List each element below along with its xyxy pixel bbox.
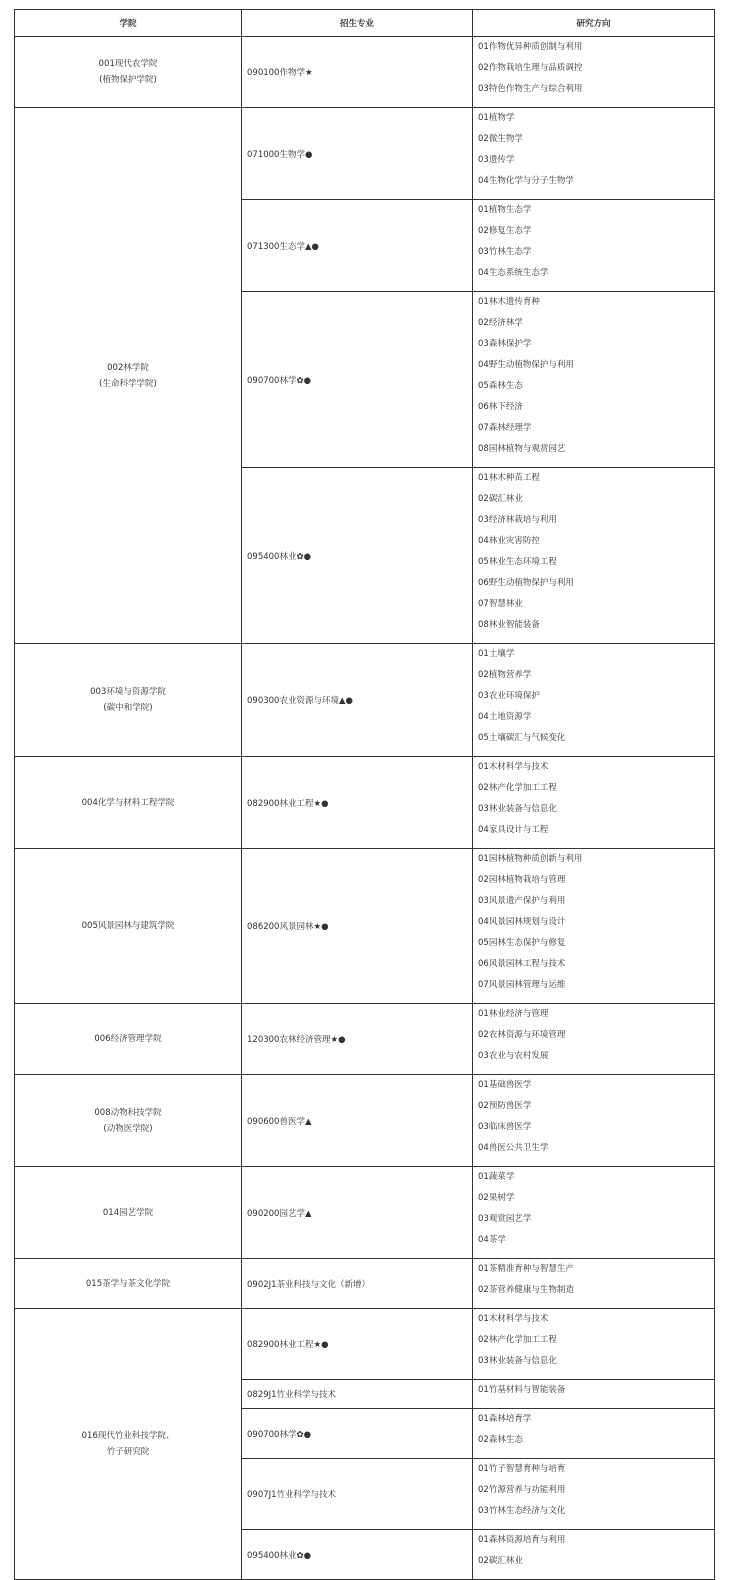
- college-name: 015茶学与茶文化学院: [85, 1278, 171, 1289]
- direction-item: 04生态系统生态学: [478, 268, 549, 278]
- major-name: 095400林业✿●: [247, 1550, 311, 1561]
- college-name: 014园艺学院: [102, 1207, 154, 1218]
- major-name: 0829J1竹业科学与技术: [247, 1390, 337, 1400]
- college-name: 003环境与资源学院: [90, 687, 166, 697]
- directions-cell: [473, 200, 715, 292]
- directions-cell: [473, 292, 715, 468]
- direction-item: 04家具设计与工程: [478, 825, 549, 835]
- college-name: (植物保护学院): [99, 75, 157, 85]
- college-cell: [15, 849, 242, 1004]
- table-row: [15, 644, 715, 757]
- directions-cell: [473, 1167, 715, 1259]
- direction-item: 01木材科学与技术: [478, 1314, 549, 1324]
- directions-cell: [473, 1004, 715, 1075]
- major-cell: [242, 200, 473, 292]
- college-cell: [15, 644, 242, 757]
- college-name: 竹子研究院: [106, 1447, 150, 1457]
- major-name: 071000生物学●: [247, 149, 313, 160]
- direction-item: 02园林植物栽培与管理: [478, 875, 566, 885]
- direction-item: 01林业经济与管理: [478, 1009, 549, 1019]
- direction-item: 03风景遗产保护与利用: [478, 896, 566, 906]
- direction-item: 02森林生态: [478, 1435, 523, 1445]
- direction-item: 01植物生态学: [478, 205, 532, 215]
- direction-item: 06风景园林工程与技术: [478, 959, 566, 969]
- college-cell: [15, 37, 242, 108]
- direction-item: 03林业装备与信息化: [478, 1356, 557, 1366]
- college-cell: [15, 757, 242, 849]
- college-name: 001现代农学院: [98, 59, 158, 69]
- direction-item: 02碳汇林业: [478, 1556, 523, 1566]
- direction-item: 04土地资源学: [478, 712, 532, 722]
- direction-item: 03竹林生态经济与文化: [478, 1506, 566, 1516]
- college-name: (碳中和学院): [103, 703, 153, 713]
- header-direction: 研究方向: [473, 10, 715, 37]
- major-name: 090200园艺学▲: [247, 1208, 312, 1219]
- table-row: [15, 108, 715, 200]
- direction-item: 03临床兽医学: [478, 1122, 532, 1132]
- college-cell: [15, 1167, 242, 1259]
- direction-item: 01植物学: [478, 113, 515, 123]
- direction-item: 02碳汇林业: [478, 494, 523, 504]
- college-name: (动物医学院): [103, 1123, 153, 1134]
- college-cell: [15, 1004, 242, 1075]
- major-name: 095400林业✿●: [247, 551, 311, 562]
- major-name: 071300生态学▲●: [247, 241, 319, 252]
- major-name: 0907J1竹业科学与技术: [247, 1490, 337, 1500]
- directions-cell: [473, 108, 715, 200]
- major-cell: [242, 1409, 473, 1459]
- directions-cell: [473, 1380, 715, 1409]
- table-row: [15, 757, 715, 849]
- direction-item: 07智慧林业: [478, 599, 523, 609]
- direction-item: 04兽医公共卫生学: [478, 1143, 549, 1153]
- major-cell: [242, 37, 473, 108]
- directions-cell: [473, 1259, 715, 1309]
- major-cell: [242, 1004, 473, 1075]
- direction-item: 03农业与农村发展: [478, 1051, 549, 1061]
- direction-item: 06林下经济: [478, 402, 523, 412]
- header-college: 学院: [15, 10, 242, 37]
- direction-item: 01作物优异种质创制与利用: [478, 42, 583, 52]
- direction-item: 02微生物学: [478, 134, 523, 144]
- direction-item: 06野生动植物保护与利用: [478, 578, 574, 588]
- college-cell: [15, 108, 242, 644]
- direction-item: 01森林培育学: [478, 1414, 532, 1424]
- direction-item: 02竹源营养与功能利用: [478, 1485, 566, 1495]
- direction-item: 04生物化学与分子生物学: [478, 176, 574, 186]
- college-cell: [15, 1259, 242, 1309]
- header-row: [15, 10, 715, 37]
- directions-cell: [473, 37, 715, 108]
- college-name: 005风景园林与建筑学院: [81, 921, 175, 931]
- major-cell: [242, 468, 473, 644]
- major-name: 090700林学✿●: [247, 1429, 311, 1440]
- directions-cell: [473, 468, 715, 644]
- direction-item: 03观赏园艺学: [478, 1214, 532, 1224]
- direction-item: 05森林生态: [478, 381, 523, 391]
- direction-item: 03农业环境保护: [478, 691, 540, 701]
- direction-item: 01森林资源培育与利用: [478, 1535, 566, 1545]
- direction-item: 01林木种苗工程: [478, 473, 540, 483]
- directions-cell: [473, 1075, 715, 1167]
- major-cell: [242, 1530, 473, 1580]
- directions-cell: [473, 1459, 715, 1530]
- major-cell: [242, 1459, 473, 1530]
- major-name: 082900林业工程★●: [247, 798, 329, 809]
- major-name: 120300农林经济管理★●: [247, 1035, 346, 1045]
- direction-item: 08园林植物与观赏园艺: [478, 444, 566, 454]
- direction-item: 07森林经理学: [478, 423, 532, 433]
- direction-item: 04野生动植物保护与利用: [478, 360, 574, 370]
- direction-item: 01木材科学与技术: [478, 762, 549, 772]
- table-row: [15, 1167, 715, 1259]
- direction-item: 02预防兽医学: [478, 1101, 532, 1111]
- major-cell: [242, 1167, 473, 1259]
- direction-item: 05林业生态环境工程: [478, 557, 557, 567]
- direction-item: 01竹子智慧育种与培育: [478, 1464, 566, 1474]
- college-cell: [15, 1309, 242, 1580]
- direction-item: 02修复生态学: [478, 226, 532, 236]
- directions-cell: [473, 644, 715, 757]
- direction-item: 03森林保护学: [478, 339, 532, 349]
- direction-item: 03经济林栽培与利用: [478, 515, 557, 525]
- major-cell: [242, 1259, 473, 1309]
- directions-cell: [473, 1530, 715, 1580]
- table-row: [15, 37, 715, 108]
- table-body: [15, 37, 715, 1580]
- table-row: [15, 1004, 715, 1075]
- major-cell: [242, 757, 473, 849]
- direction-item: 01竹基材料与智能装备: [478, 1385, 566, 1395]
- college-name: 002林学院: [107, 362, 149, 373]
- direction-item: 01基础兽医学: [478, 1080, 532, 1090]
- table-row: [15, 1259, 715, 1309]
- major-cell: [242, 1380, 473, 1409]
- direction-item: 04林业灾害防控: [478, 536, 540, 546]
- direction-item: 07风景园林管理与运维: [478, 980, 566, 990]
- table-row: [15, 1075, 715, 1167]
- college-cell: [15, 1075, 242, 1167]
- major-cell: [242, 1309, 473, 1380]
- direction-item: 03林业装备与信息化: [478, 804, 557, 814]
- major-name: 090700林学✿●: [247, 375, 311, 386]
- direction-item: 01蔬菜学: [478, 1172, 515, 1182]
- direction-item: 01园林植物种质创新与利用: [478, 854, 583, 864]
- college-name: 006经济管理学院: [94, 1034, 162, 1044]
- direction-item: 03遗传学: [478, 155, 515, 165]
- directions-cell: [473, 1309, 715, 1380]
- direction-item: 02经济林学: [478, 318, 523, 328]
- direction-item: 04茶学: [478, 1235, 506, 1245]
- direction-item: 05土壤碳汇与气候变化: [478, 733, 566, 743]
- table-row: [15, 1309, 715, 1380]
- major-cell: [242, 1075, 473, 1167]
- direction-item: 03竹林生态学: [478, 247, 532, 257]
- direction-item: 04风景园林规划与设计: [478, 917, 566, 927]
- direction-item: 08林业智能装备: [478, 620, 540, 630]
- direction-item: 02植物营养学: [478, 670, 532, 680]
- direction-item: 05园林生态保护与修复: [478, 938, 566, 948]
- direction-item: 01茶精准育种与智慧生产: [478, 1264, 574, 1274]
- directions-cell: [473, 757, 715, 849]
- direction-item: 02林产化学加工工程: [478, 1335, 557, 1345]
- major-name: 0902J1茶业科技与文化（新增）: [247, 1279, 371, 1290]
- major-cell: [242, 849, 473, 1004]
- major-name: 082900林业工程★●: [247, 1340, 329, 1350]
- direction-item: 01林木遗传育种: [478, 297, 540, 307]
- college-name: (生命科学学院): [99, 378, 157, 389]
- table-row: [15, 849, 715, 1004]
- direction-item: 03特色作物生产与综合利用: [478, 84, 583, 94]
- direction-item: 02茶营养健康与生物制造: [478, 1285, 574, 1295]
- directions-cell: [473, 849, 715, 1004]
- direction-item: 02农林资源与环境管理: [478, 1030, 566, 1040]
- direction-item: 02果树学: [478, 1193, 515, 1203]
- college-name: 016现代竹业科技学院、: [81, 1431, 175, 1441]
- directions-cell: [473, 1409, 715, 1459]
- direction-item: 02作物栽培生理与品质调控: [478, 63, 583, 73]
- major-name: 090300农业资源与环境▲●: [247, 696, 353, 706]
- college-name: 004化学与材料工程学院: [81, 797, 175, 808]
- major-cell: [242, 108, 473, 200]
- direction-item: 02林产化学加工工程: [478, 783, 557, 793]
- major-cell: [242, 644, 473, 757]
- enrollment-table: [14, 9, 715, 1580]
- major-name: 090600兽医学▲: [247, 1116, 312, 1127]
- major-name: 086200风景园林★●: [247, 922, 329, 932]
- college-name: 008动物科技学院: [94, 1107, 162, 1118]
- major-name: 090100作物学★: [247, 68, 313, 78]
- major-cell: [242, 292, 473, 468]
- header-major: 招生专业: [242, 10, 473, 37]
- direction-item: 01土壤学: [478, 649, 515, 659]
